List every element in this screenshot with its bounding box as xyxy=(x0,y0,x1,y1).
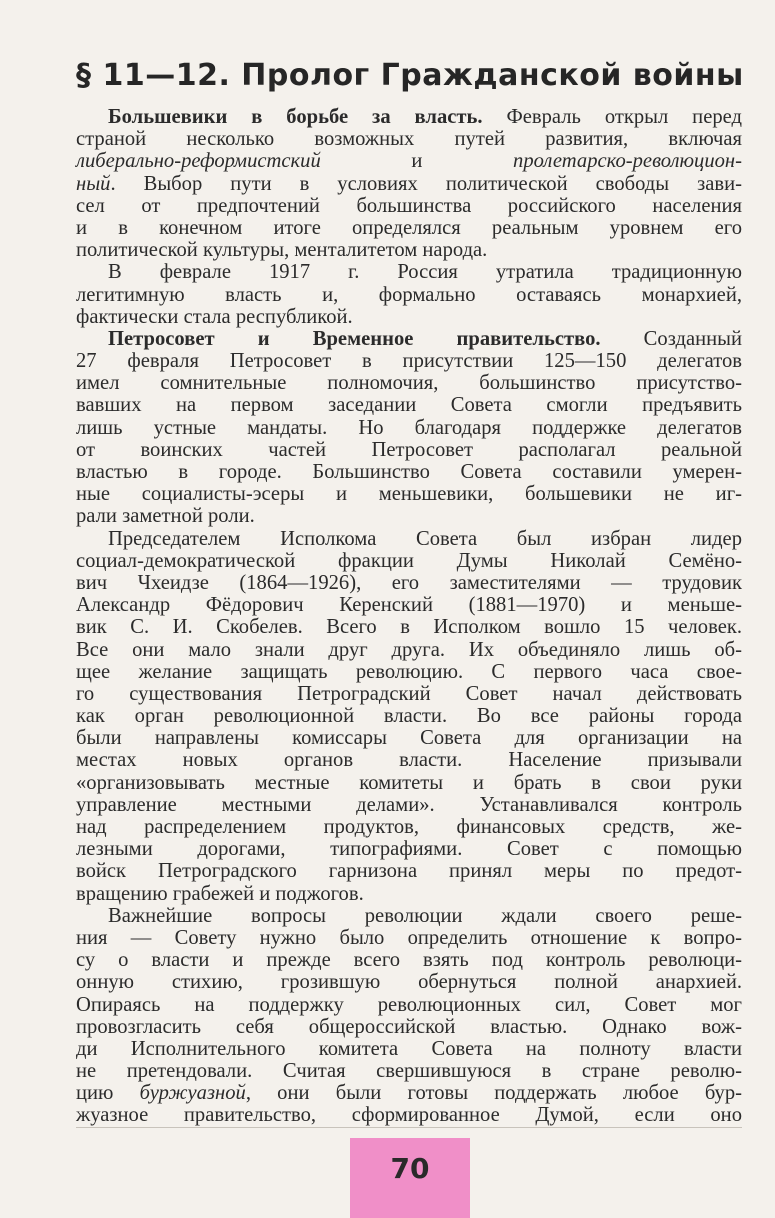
text-line: 27 февраля Петросовет в присутствии 125—150 делегатов xyxy=(76,350,742,373)
page-number-tab xyxy=(350,1138,470,1218)
text-line: сел от предпочтений большинства российского населения xyxy=(76,194,742,217)
body-text xyxy=(76,106,742,1127)
text-line: от воинских частей Петросовет располагал реальной xyxy=(76,438,742,461)
text-line: лезными дорогами, типографиями. Совет с помощью xyxy=(76,838,742,861)
text-line: местах новых органов власти. Население призывали xyxy=(76,749,742,772)
text-line: провозгласить себя общероссийской властью. Однако вож- xyxy=(76,1015,742,1038)
text-line: социал-демократической фракции Думы Николай Семёно- xyxy=(76,549,742,572)
text-line: Большевики в борьбе за власть. Февраль открыл перед xyxy=(108,106,742,128)
text-line: вич Чхеидзе (1864—1926), его заместителями — трудовик xyxy=(76,571,742,594)
text-line: фактически стала республикой. xyxy=(76,305,353,328)
text-line: лишь устные мандаты. Но благодаря поддержке делегатов xyxy=(76,416,742,439)
text-line: либерально-реформистский и пролетарско-революцион- xyxy=(76,150,742,173)
footer-divider xyxy=(76,1127,742,1128)
text-line: страной несколько возможных путей развития, включая xyxy=(76,128,742,151)
text-line: Все они мало знали друг друга. Их объединяло лишь об- xyxy=(76,638,742,661)
text-line: Важнейшие вопросы революции ждали своего реше- xyxy=(108,904,742,927)
text-line: не претендовали. Считая свершившуюся в стране револю- xyxy=(76,1060,742,1083)
text-line: и в конечном итоге определялся реальным уровнем его xyxy=(76,216,742,239)
subheading-petrosovet: Петросовет и Временное правительство. xyxy=(108,327,601,350)
text-line: цию буржуазной, они были готовы поддержать любое бур- xyxy=(76,1082,743,1105)
text-line: Александр Фёдорович Керенский (1881—1970) и меньше- xyxy=(76,594,742,617)
text-line: ния — Совету нужно было определить отношение к вопро- xyxy=(76,926,742,949)
text-line: вавших на первом заседании Совета смогли предъявить xyxy=(76,394,742,417)
text-line: вращению грабежей и поджогов. xyxy=(76,882,364,905)
text-line: ные социалисты-эсеры и меньшевики, большевики не иг- xyxy=(76,483,742,506)
text-line: Петросовет и Временное правительство. Созданный xyxy=(108,327,742,350)
text-line: управление местными делами». Устанавливался контроль xyxy=(76,793,742,816)
text-line: властью в городе. Большинство Совета составили умерен- xyxy=(76,461,742,483)
section-title: § 11—12. Пролог Гражданской войны xyxy=(76,58,744,93)
text-line: «организовывать местные комитеты и брать в свои руки xyxy=(76,771,742,794)
text-line: рали заметной роли. xyxy=(76,505,255,528)
text-line: жуазное правительство, сформированное Думой, если оно xyxy=(76,1104,742,1127)
text-line: су о власти и прежде всего взять под контроль революци- xyxy=(76,949,742,972)
text-line: ди Исполнительного комитета Совета на полноту власти xyxy=(76,1037,742,1060)
text-line: Опираясь на поддержку революционных сил, Совет мог xyxy=(76,993,742,1016)
text-line: были направлены комиссары Совета для организации на xyxy=(76,727,742,750)
text-line: щее желание защищать революцию. С первого часа свое- xyxy=(76,660,742,683)
text-line: войск Петроградского гарнизона принял меры по предот- xyxy=(76,860,742,883)
text-line: ный. Выбор пути в условиях политической свободы зави- xyxy=(76,172,742,195)
text-line: как орган революционной власти. Во все районы города xyxy=(76,705,742,728)
text-line: онную стихию, грозившую обернуться полной анархией. xyxy=(76,971,742,994)
text-line: Председателем Исполкома Совета был избран лидер xyxy=(108,527,742,550)
page-number: 70 xyxy=(390,1151,430,1185)
text-line: политической культуры, менталитетом народа. xyxy=(76,239,488,262)
text-line: го существования Петроградский Совет начал действовать xyxy=(76,682,742,705)
text-line: над распределением продуктов, финансовых средств, же- xyxy=(76,816,742,838)
text-line: В феврале 1917 г. Россия утратила традиционную xyxy=(108,261,742,284)
subheading-bolsheviks: Большевики в борьбе за власть. xyxy=(108,106,483,128)
text-line: имел сомнительные полномочия, большинство присутство- xyxy=(76,372,742,395)
text-line: легитимную власть и, формально оставаясь монархией, xyxy=(76,283,742,306)
text-line: вик С. И. Скобелев. Всего в Исполком вошло 15 человек. xyxy=(76,616,742,639)
